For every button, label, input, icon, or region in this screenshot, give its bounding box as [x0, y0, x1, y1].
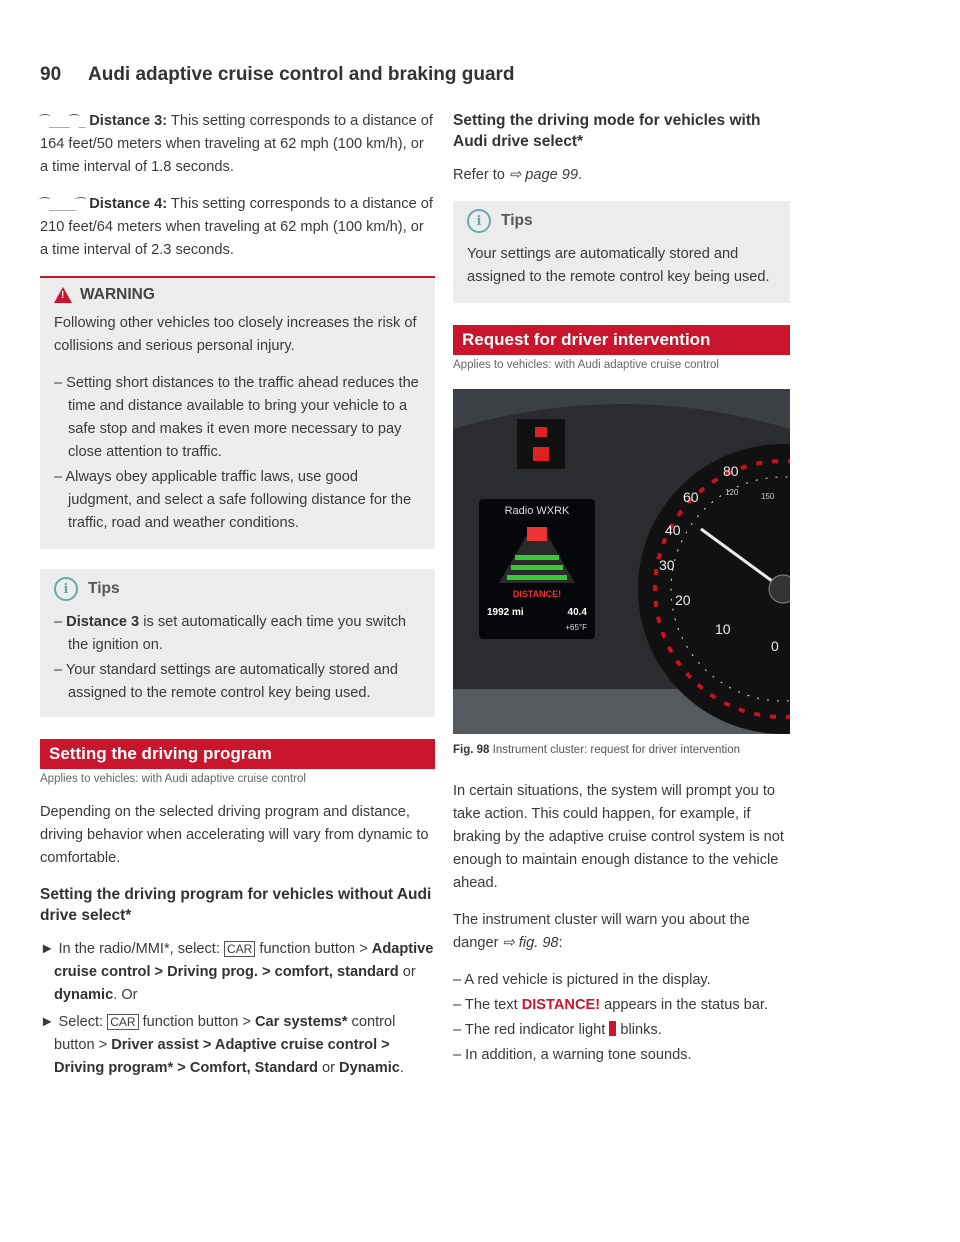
list-item: – In addition, a warning tone sounds.	[453, 1047, 692, 1063]
tips-heading	[54, 577, 421, 601]
list-item: – Distance 3 is set automatically each time you switch the ignition on.	[54, 614, 407, 653]
tips-heading	[467, 209, 776, 233]
step-2: ► Select: CAR function button > Car systems* control button > Driver assist > Adaptive cruise control > Driving program* > Comfort, Standard or Dynamic.	[40, 1014, 404, 1076]
section-heading-intervention: Request for driver intervention	[453, 325, 790, 355]
distance-graphic	[479, 521, 595, 591]
applies-to: Applies to vehicles: with Audi adaptive cruise control	[40, 773, 306, 785]
distance3-label: Distance 3:	[89, 113, 168, 129]
warn-paragraph: The instrument cluster will warn you about the danger ⇨ fig. 98:	[453, 912, 750, 951]
warning-intro: Following other vehicles too closely increases the risk of collisions and serious personal injury.	[54, 315, 417, 354]
distance-3-icon: ⁀___⁀_	[40, 114, 86, 128]
warning-title: WARNING	[80, 286, 155, 303]
warning-box	[40, 276, 435, 549]
speed-label: 20	[675, 592, 691, 608]
list-item: – Your standard settings are automatically stored and assigned to the remote control key being used.	[54, 662, 398, 701]
tips-title: Tips	[88, 580, 120, 597]
section-heading-program: Setting the driving program	[40, 739, 435, 769]
speed-label: 40	[665, 522, 681, 538]
distance4-paragraph	[40, 193, 435, 262]
page-number: 90	[40, 64, 62, 85]
list-item: – The red indicator light blinks.	[453, 1022, 662, 1038]
red-indicator-light	[535, 427, 547, 437]
page-title: Audi adaptive cruise control and braking guard	[88, 64, 515, 85]
distance-4-icon: ⁀____⁀	[40, 197, 86, 211]
tips-box-left	[40, 569, 435, 717]
warning-list	[54, 372, 421, 535]
distance3-text: This setting corresponds to a distance of 164 feet/50 meters when traveling at 62 mph (100 km/h), or a time interval of 1.8 seconds.	[40, 113, 433, 175]
left-column	[40, 110, 435, 1084]
list-item: – The text DISTANCE! appears in the status bar.	[453, 997, 769, 1013]
indicator-panel	[517, 419, 565, 469]
page-link[interactable]: ⇨ page 99	[508, 167, 579, 183]
list-item: – Setting short distances to the traffic ahead reduces the time and distance available to bring your vehicle to a safe stop and makes it even more necessary to pay close attention to traffic.	[54, 375, 419, 460]
applies-to: Applies to vehicles: with Audi adaptive cruise control	[453, 359, 719, 371]
car-key: CAR	[107, 1014, 138, 1030]
list-item: – Always obey applicable traffic laws, use good judgment, and select a safe following distance for the traffic, road and weather conditions.	[54, 469, 412, 531]
speed-label: 10	[715, 621, 731, 637]
info-icon: i	[467, 209, 491, 233]
distance-bar	[507, 575, 567, 580]
trip-meter: 40.4	[567, 607, 587, 618]
info-icon: i	[54, 577, 78, 601]
speed-label: 60	[683, 489, 699, 505]
speed-label: 30	[659, 557, 675, 573]
speed-label: 150	[761, 492, 775, 501]
car-indicator-icon	[533, 447, 549, 461]
red-indicator-icon	[609, 1021, 616, 1036]
mode-heading: Setting the driving mode for vehicles with Audi drive select*	[453, 112, 761, 150]
step-1: ► In the radio/MMI*, select: CAR function button > Adaptive cruise control > Driving prog. > comfort, standard or dynamic. Or	[40, 941, 434, 1003]
warning-signs-list	[453, 969, 790, 1067]
figure-link[interactable]: ⇨ fig. 98	[502, 935, 559, 951]
distance-bar	[515, 555, 559, 560]
page-header	[40, 64, 920, 94]
instrument-cluster-figure	[453, 389, 790, 734]
tips-text: Your settings are automatically stored and assigned to the remote control key being used.	[467, 246, 770, 285]
distance4-text: This setting corresponds to a distance of 210 feet/64 meters when traveling at 62 mph (100 km/h), or a time interval of 2.3 seconds.	[40, 196, 433, 258]
list-item: – A red vehicle is pictured in the display.	[453, 972, 711, 988]
outside-temperature: +65°F	[565, 623, 587, 632]
subheading: Setting the driving program for vehicles without Audi drive select*	[40, 886, 432, 924]
tips-list	[54, 611, 421, 705]
tips-title: Tips	[501, 212, 533, 229]
intervention-paragraph: In certain situations, the system will prompt you to take action. This could happen, for example, if braking by the adaptive cruise control system is not enough to maintain enough distance to the vehicle ahead.	[453, 783, 784, 891]
tips-box-right	[453, 201, 790, 303]
distance-warning-label: DISTANCE!	[521, 997, 601, 1013]
speed-label: 0	[771, 638, 779, 654]
distance4-label: Distance 4:	[89, 196, 168, 212]
driver-info-display	[479, 499, 595, 639]
speed-label: 80	[723, 463, 739, 479]
distance-warning-text: DISTANCE!	[512, 589, 562, 599]
figure-caption: Fig. 98 Instrument cluster: request for driver intervention	[453, 744, 740, 756]
refer-paragraph: Refer to ⇨ page 99.	[453, 167, 583, 183]
odometer: 1992 mi	[487, 607, 524, 618]
warning-heading	[54, 286, 421, 304]
distance3-paragraph	[40, 110, 435, 179]
distance-bar	[511, 565, 563, 570]
red-vehicle-icon	[527, 527, 547, 541]
program-intro: Depending on the selected driving program and distance, driving behavior when accelerating will vary from dynamic to comfortable.	[40, 804, 429, 866]
car-key: CAR	[224, 941, 255, 957]
speed-label: 120	[725, 488, 739, 497]
right-column	[453, 110, 790, 1069]
warning-triangle-icon	[54, 287, 72, 303]
display-title: Radio WXRK	[504, 505, 570, 517]
